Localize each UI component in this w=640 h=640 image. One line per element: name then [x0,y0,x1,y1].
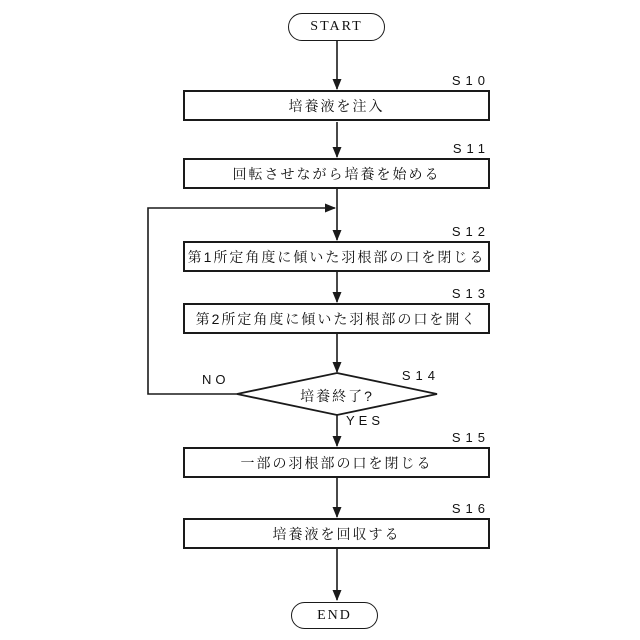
yes-branch-label: YES [346,413,385,428]
step-tag-s12: S12 [451,224,490,239]
start-label: START [310,19,363,34]
process-text-s12: 第1所定角度に傾いた羽根部の口を閉じる [187,248,486,265]
process-box-s16 [183,518,490,549]
no-loop-connector [148,208,335,394]
no-branch-label: NO [202,372,230,387]
process-text-s11: 回転させながら培養を始める [232,165,441,182]
process-box-s12 [183,241,490,272]
process-text-s16: 培養液を回収する [272,525,401,542]
step-tag-s10: S10 [451,73,490,88]
decision-text-s14: 培養終了? [300,388,374,404]
end-terminal [291,602,378,629]
process-box-s15 [183,447,490,478]
process-text-s15: 一部の羽根部の口を閉じる [240,454,433,471]
end-label: END [317,607,352,623]
process-text-s13: 第2所定角度に傾いた羽根部の口を開く [195,310,478,327]
start-terminal [288,13,385,41]
process-box-s10 [183,90,490,121]
process-text-s10: 培養液を注入 [288,97,385,114]
step-tag-s14: S14 [401,368,440,383]
process-box-s11 [183,158,490,189]
step-tag-s15: S15 [451,430,490,445]
step-tag-s13: S13 [451,286,490,301]
step-tag-s11: S11 [452,141,490,156]
process-box-s13 [183,303,490,334]
step-tag-s16: S16 [451,501,490,516]
